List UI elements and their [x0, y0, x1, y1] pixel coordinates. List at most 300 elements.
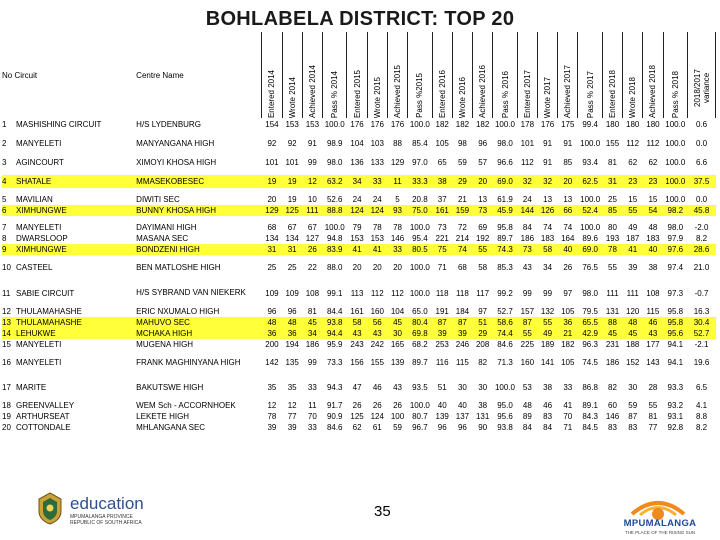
value-cell: 126	[537, 205, 557, 216]
value-cell: 30	[478, 383, 488, 392]
value-cell: 20	[267, 195, 277, 204]
value-cell: 104	[390, 307, 405, 316]
value-cell: 189	[540, 340, 555, 349]
value-cell: 97	[478, 307, 488, 316]
centre-name-cell: BONDZENI HIGH	[136, 244, 262, 255]
value-cell: 125	[282, 205, 302, 216]
header-col-8	[432, 32, 452, 118]
value-cell: 55	[473, 244, 493, 255]
value-cell: 87	[432, 317, 452, 328]
value-cell: 191	[435, 307, 449, 316]
value-cell: 20	[473, 175, 493, 188]
value-cell: 45	[302, 317, 322, 328]
value-cell: 104	[350, 139, 364, 148]
circuit-cell	[2, 118, 136, 131]
circuit-cell	[2, 194, 136, 205]
value-cell: 101	[265, 158, 279, 167]
value-cell: 25	[287, 263, 297, 272]
value-cell: 54	[643, 205, 663, 216]
value-cell: 208	[475, 340, 490, 349]
value-cell: 69.8	[408, 328, 432, 339]
value-cell: 96.3	[582, 340, 598, 349]
value-cell: 13	[543, 195, 553, 204]
value-cell: 177	[646, 340, 660, 349]
value-cell: 61	[372, 423, 382, 432]
value-cell: 124	[370, 412, 384, 421]
value-cell: 33.3	[408, 175, 432, 188]
value-cell: 28.6	[688, 244, 716, 255]
table-row	[2, 194, 716, 205]
row-number: 11	[2, 288, 11, 298]
value-cell: 36	[558, 317, 578, 328]
centre-name-cell: DAYIMANI HIGH	[136, 223, 197, 232]
header-col-9	[452, 32, 472, 118]
value-cell: 108	[646, 288, 660, 298]
value-cell: 155	[370, 358, 384, 367]
value-cell: 39	[628, 263, 638, 272]
value-cell: 33	[307, 383, 317, 392]
circuit-cell	[2, 156, 136, 169]
value-cell: 136	[350, 158, 364, 167]
value-cell: 192	[475, 234, 490, 243]
value-cell: 146	[605, 412, 620, 421]
header-col-16	[602, 32, 622, 118]
value-cell: 34	[347, 175, 367, 188]
header-label: Entered 2014	[267, 69, 277, 118]
value-cell: 127	[305, 234, 320, 243]
value-cell: 97.0	[412, 158, 428, 167]
value-cell: 161	[350, 307, 364, 316]
value-cell: 31	[602, 175, 622, 188]
value-cell: 129	[262, 205, 282, 216]
value-cell: 178	[520, 120, 535, 129]
row-number: 5	[2, 195, 7, 204]
value-cell: 82	[608, 383, 617, 392]
circuit-name: DWARSLOOP	[16, 234, 68, 243]
value-cell: 91	[563, 139, 573, 148]
circuit-cell	[2, 137, 136, 150]
value-cell: 21.0	[693, 263, 710, 272]
value-cell: 11	[308, 401, 317, 410]
value-cell: 39	[267, 423, 277, 432]
value-cell: 20	[372, 263, 382, 272]
value-cell: 72	[457, 223, 467, 232]
value-cell: 21	[558, 328, 578, 339]
value-cell: 109	[285, 288, 299, 298]
row-number: 15	[2, 340, 11, 349]
value-cell: 91	[543, 139, 553, 148]
value-cell: 176	[540, 120, 555, 129]
table-row	[2, 244, 716, 255]
value-cell: 59	[457, 158, 467, 167]
table-row	[2, 350, 716, 375]
header-col-17	[623, 32, 643, 118]
value-cell: 115	[646, 307, 660, 316]
value-cell: 37.5	[688, 175, 716, 188]
row-number: 2	[2, 139, 7, 148]
value-cell: 41	[347, 244, 367, 255]
value-cell: 133	[370, 158, 384, 167]
value-cell: 4.1	[695, 401, 708, 410]
circuit-cell	[2, 244, 136, 255]
header-label: Achieved 2017	[563, 65, 573, 118]
value-cell: 153	[350, 234, 364, 243]
value-cell: 32	[517, 175, 537, 188]
value-cell: 93	[387, 205, 407, 216]
value-cell: 38	[432, 175, 452, 188]
circuit-cell	[2, 280, 136, 306]
value-cell: 111	[606, 288, 619, 298]
value-cell: 94.8	[326, 234, 343, 243]
value-cell: 79	[352, 223, 362, 232]
circuit-cell	[2, 222, 136, 233]
value-cell: 153	[305, 120, 320, 129]
value-cell: 78	[267, 412, 277, 421]
circuit-name: COTTONDALE	[16, 423, 71, 432]
value-cell: 20	[558, 175, 578, 188]
value-cell: 0.0	[695, 195, 708, 204]
value-cell: 112	[626, 139, 640, 148]
value-cell: 84.6	[497, 340, 513, 349]
value-cell: 62.5	[578, 175, 602, 188]
value-cell: 93.3	[667, 383, 684, 392]
value-cell: 81	[307, 307, 317, 316]
value-cell: 42.9	[578, 328, 602, 339]
value-cell: 83.9	[322, 244, 346, 255]
value-cell: 143	[646, 358, 660, 367]
value-cell: 182	[475, 120, 490, 129]
value-cell: 39	[452, 328, 472, 339]
value-cell: 62	[648, 158, 658, 167]
value-cell: 159	[452, 205, 472, 216]
table-row	[2, 400, 716, 411]
circuit-name: GREENVALLEY	[16, 401, 75, 410]
table-row	[2, 222, 716, 233]
circuit-name: ARTHURSEAT	[16, 412, 70, 421]
value-cell: 129	[390, 158, 405, 167]
header-label: Pass % 2018	[670, 70, 680, 118]
value-cell: 29	[452, 175, 472, 188]
value-cell: 12	[267, 401, 277, 410]
centre-name-cell: LEKETE HIGH	[136, 412, 190, 421]
value-cell: 35	[267, 383, 277, 392]
value-cell: 51	[437, 383, 447, 392]
row-number: 4	[2, 177, 7, 186]
value-cell: 94.1	[667, 340, 684, 349]
value-cell: 183	[540, 234, 555, 243]
value-cell: 99.1	[326, 288, 343, 298]
value-cell: 80.5	[408, 244, 432, 255]
circuit-name: MAVILIAN	[16, 195, 53, 204]
value-cell: 93.8	[497, 423, 513, 432]
value-cell: 96	[478, 139, 488, 148]
value-cell: 164	[561, 234, 575, 243]
value-cell: 55	[537, 317, 557, 328]
value-cell: 99	[307, 158, 317, 167]
circuit-cell	[2, 422, 136, 433]
value-cell: 117	[476, 288, 490, 298]
circuit-cell	[2, 328, 136, 339]
header-col-18	[643, 32, 663, 118]
value-cell: 19	[282, 175, 302, 188]
value-cell: 58	[478, 263, 488, 272]
value-cell: 65	[437, 158, 447, 167]
value-cell: 58	[347, 317, 367, 328]
value-cell: 242	[370, 340, 384, 349]
value-cell: 71	[437, 263, 447, 272]
value-cell: 26	[302, 244, 322, 255]
value-cell: 94.3	[326, 383, 343, 392]
row-number: 7	[2, 223, 7, 232]
value-cell: 55	[648, 401, 658, 410]
value-cell: 132	[540, 307, 555, 316]
value-cell: 186	[605, 358, 620, 367]
row-number: 13	[2, 318, 11, 327]
value-cell: 55	[608, 263, 617, 272]
value-cell: 93.8	[322, 317, 346, 328]
value-cell: 176	[350, 120, 364, 129]
value-cell: 99.2	[497, 288, 513, 298]
centre-name-cell: BEN MATLOSHE HIGH	[136, 263, 221, 272]
value-cell: 89	[522, 412, 532, 421]
page-title: BOHLABELA DISTRICT: TOP 20	[205, 8, 515, 30]
centre-name-cell: H/S SYBRAND VAN NIEKERK	[136, 288, 246, 297]
value-cell: 70	[563, 412, 573, 421]
row-number: 19	[2, 412, 11, 421]
value-cell: 194	[285, 340, 299, 349]
value-cell: 100.0	[580, 223, 601, 232]
circuit-cell	[2, 261, 136, 274]
circuit-cell	[2, 411, 136, 422]
value-cell: 154	[265, 120, 279, 129]
value-cell: 100.0	[580, 139, 601, 148]
value-cell: 13	[478, 195, 488, 204]
value-cell: 53	[522, 383, 532, 392]
value-cell: 99	[307, 358, 317, 367]
value-cell: 111	[302, 205, 322, 216]
value-cell: 141	[540, 358, 555, 367]
value-cell: 33	[307, 423, 317, 432]
value-cell: 75.0	[408, 205, 432, 216]
value-cell: 112	[646, 139, 660, 148]
value-cell: 41	[623, 244, 643, 255]
value-cell: 39	[287, 423, 297, 432]
value-cell: 30	[628, 383, 638, 392]
value-cell: 25	[267, 263, 277, 272]
centre-name-cell: MHLANGANA SEC	[136, 423, 206, 432]
value-cell: 40	[643, 244, 663, 255]
value-cell: 16.3	[693, 307, 710, 316]
circuit-name: THULAMAHASHE	[16, 307, 82, 316]
circuit-cell	[2, 381, 136, 394]
value-cell: 69.0	[578, 244, 602, 255]
centre-name-cell: BAKUTSWE HIGH	[136, 383, 204, 392]
value-cell: 182	[435, 120, 449, 129]
value-cell: 77	[287, 412, 297, 421]
value-cell: 40	[457, 401, 467, 410]
value-cell: 134	[285, 234, 299, 243]
value-cell: 100.0	[409, 288, 430, 298]
value-cell: 13	[563, 195, 573, 204]
header-col-15	[578, 32, 602, 118]
value-cell: 112	[370, 288, 384, 298]
value-cell: 85.4	[412, 139, 428, 148]
value-cell: 180	[626, 120, 640, 129]
value-cell: 71	[563, 423, 573, 432]
header-col-0	[262, 32, 282, 118]
value-cell: 48	[648, 223, 658, 232]
table-row	[2, 118, 716, 131]
value-cell: 84	[522, 223, 532, 232]
value-cell: 67	[307, 223, 317, 232]
header-centre-name: Centre Name	[136, 70, 184, 80]
value-cell: 165	[390, 340, 405, 349]
value-cell: 40	[558, 244, 578, 255]
circuit-name: CASTEEL	[16, 263, 53, 272]
value-cell: 45	[602, 328, 622, 339]
value-cell: 87	[628, 412, 638, 421]
value-cell: 34	[302, 328, 322, 339]
header-col-5	[367, 32, 387, 118]
table-row	[2, 205, 716, 216]
value-cell: 83	[608, 423, 617, 432]
value-cell: 77	[648, 423, 658, 432]
value-cell: 49	[628, 223, 638, 232]
value-cell: 92	[287, 139, 297, 148]
value-cell: 95.8	[497, 223, 513, 232]
header-label: Wrote 2017	[543, 76, 553, 118]
value-cell: 100.0	[409, 401, 430, 410]
value-cell: 84.4	[326, 307, 343, 316]
value-cell: 175	[561, 120, 575, 129]
centre-name-cell: MASANA SEC	[136, 234, 189, 243]
value-cell: 0.6	[695, 120, 708, 129]
value-cell: 81	[608, 158, 617, 167]
value-cell: 84.6	[326, 423, 343, 432]
value-cell: 100.0	[580, 195, 601, 204]
table-row	[2, 422, 716, 433]
row-number: 18	[2, 401, 11, 410]
value-cell: 60	[608, 401, 617, 410]
table-row	[2, 339, 716, 350]
row-number: 20	[2, 423, 11, 432]
value-cell: 74	[543, 223, 553, 232]
circuit-name: XIMHUNGWE	[16, 206, 67, 215]
value-cell: 59	[393, 423, 402, 432]
row-number: 17	[2, 383, 11, 392]
value-cell: 74.5	[582, 358, 598, 367]
value-cell: 43	[347, 328, 367, 339]
value-cell: 62	[628, 158, 638, 167]
value-cell: 20	[393, 263, 402, 272]
value-cell: 85.3	[497, 263, 513, 272]
centre-name-cell: MCHAKA HIGH	[136, 328, 262, 339]
value-cell: 95.8	[667, 307, 684, 316]
value-cell: 73.3	[326, 358, 343, 367]
value-cell: 76.5	[582, 263, 598, 272]
value-cell: 19	[262, 175, 282, 188]
value-cell: 243	[350, 340, 364, 349]
table-row	[2, 381, 716, 394]
value-cell: 137	[455, 412, 470, 421]
value-cell: 134	[265, 234, 279, 243]
value-cell: 15	[648, 195, 658, 204]
value-cell: 46	[643, 317, 663, 328]
header-label: Entered 2017	[522, 69, 532, 118]
value-cell: 98.0	[326, 158, 343, 167]
value-cell: 83	[628, 423, 638, 432]
value-cell: 62	[352, 423, 362, 432]
value-cell: 253	[435, 340, 449, 349]
circuit-name: MARITE	[16, 383, 47, 392]
value-cell: 33	[387, 244, 407, 255]
table-body	[2, 118, 716, 433]
value-cell: 152	[626, 358, 640, 367]
header-label: Entered 2015	[352, 69, 362, 118]
header-label: Achieved 2016	[478, 65, 488, 118]
value-cell: 90	[478, 423, 488, 432]
circuit-name: SHATALE	[16, 177, 52, 186]
value-cell: 25	[608, 195, 617, 204]
value-cell: 89.6	[582, 234, 598, 243]
value-cell: 69	[478, 223, 488, 232]
header-col-12	[517, 32, 537, 118]
circuit-cell	[2, 175, 136, 188]
value-cell: 96.6	[497, 158, 513, 167]
value-cell: 26	[393, 401, 402, 410]
value-cell: 29	[473, 328, 493, 339]
value-cell: 91.7	[326, 401, 343, 410]
value-cell: 109	[265, 288, 279, 298]
value-cell: 125	[350, 412, 364, 421]
value-cell: 184	[455, 307, 470, 316]
value-cell: 78	[602, 244, 622, 255]
centre-name-cell: ERIC NXUMALO HIGH	[136, 307, 220, 316]
value-cell: 97.3	[667, 288, 684, 298]
page-number: 35	[374, 503, 391, 520]
value-cell: 95.6	[497, 412, 513, 421]
circuit-cell	[2, 339, 136, 350]
value-cell: 52.4	[578, 205, 602, 216]
value-cell: 100.0	[665, 120, 686, 129]
value-cell: 98.0	[497, 139, 513, 148]
value-cell: 37	[437, 195, 447, 204]
table-row	[2, 317, 716, 328]
value-cell: 160	[370, 307, 384, 316]
province-label: MPUMALANGA PROVINCE	[70, 514, 133, 520]
header-label: Pass % 2016	[500, 70, 510, 118]
header-label: Wrote 2014	[287, 76, 297, 118]
value-cell: 93.1	[667, 412, 684, 421]
header-col-6	[387, 32, 407, 118]
value-cell: 95.8	[663, 317, 687, 328]
row-number: 10	[2, 263, 11, 272]
value-cell: 68	[457, 263, 467, 272]
value-cell: 78	[372, 223, 382, 232]
header-col-10	[473, 32, 493, 118]
value-cell: 200	[265, 340, 279, 349]
value-cell: 225	[520, 340, 535, 349]
header-label: Wrote 2016	[457, 76, 467, 118]
value-cell: 74.4	[493, 328, 517, 339]
value-cell: 186	[305, 340, 320, 349]
circuit-name: MANYELETI	[16, 358, 62, 367]
table-row	[2, 328, 716, 339]
circuit-name: MANYELETI	[16, 223, 62, 232]
value-cell: 33	[367, 175, 387, 188]
row-number: 3	[2, 158, 7, 167]
header-label: Pass %2015	[415, 73, 425, 118]
